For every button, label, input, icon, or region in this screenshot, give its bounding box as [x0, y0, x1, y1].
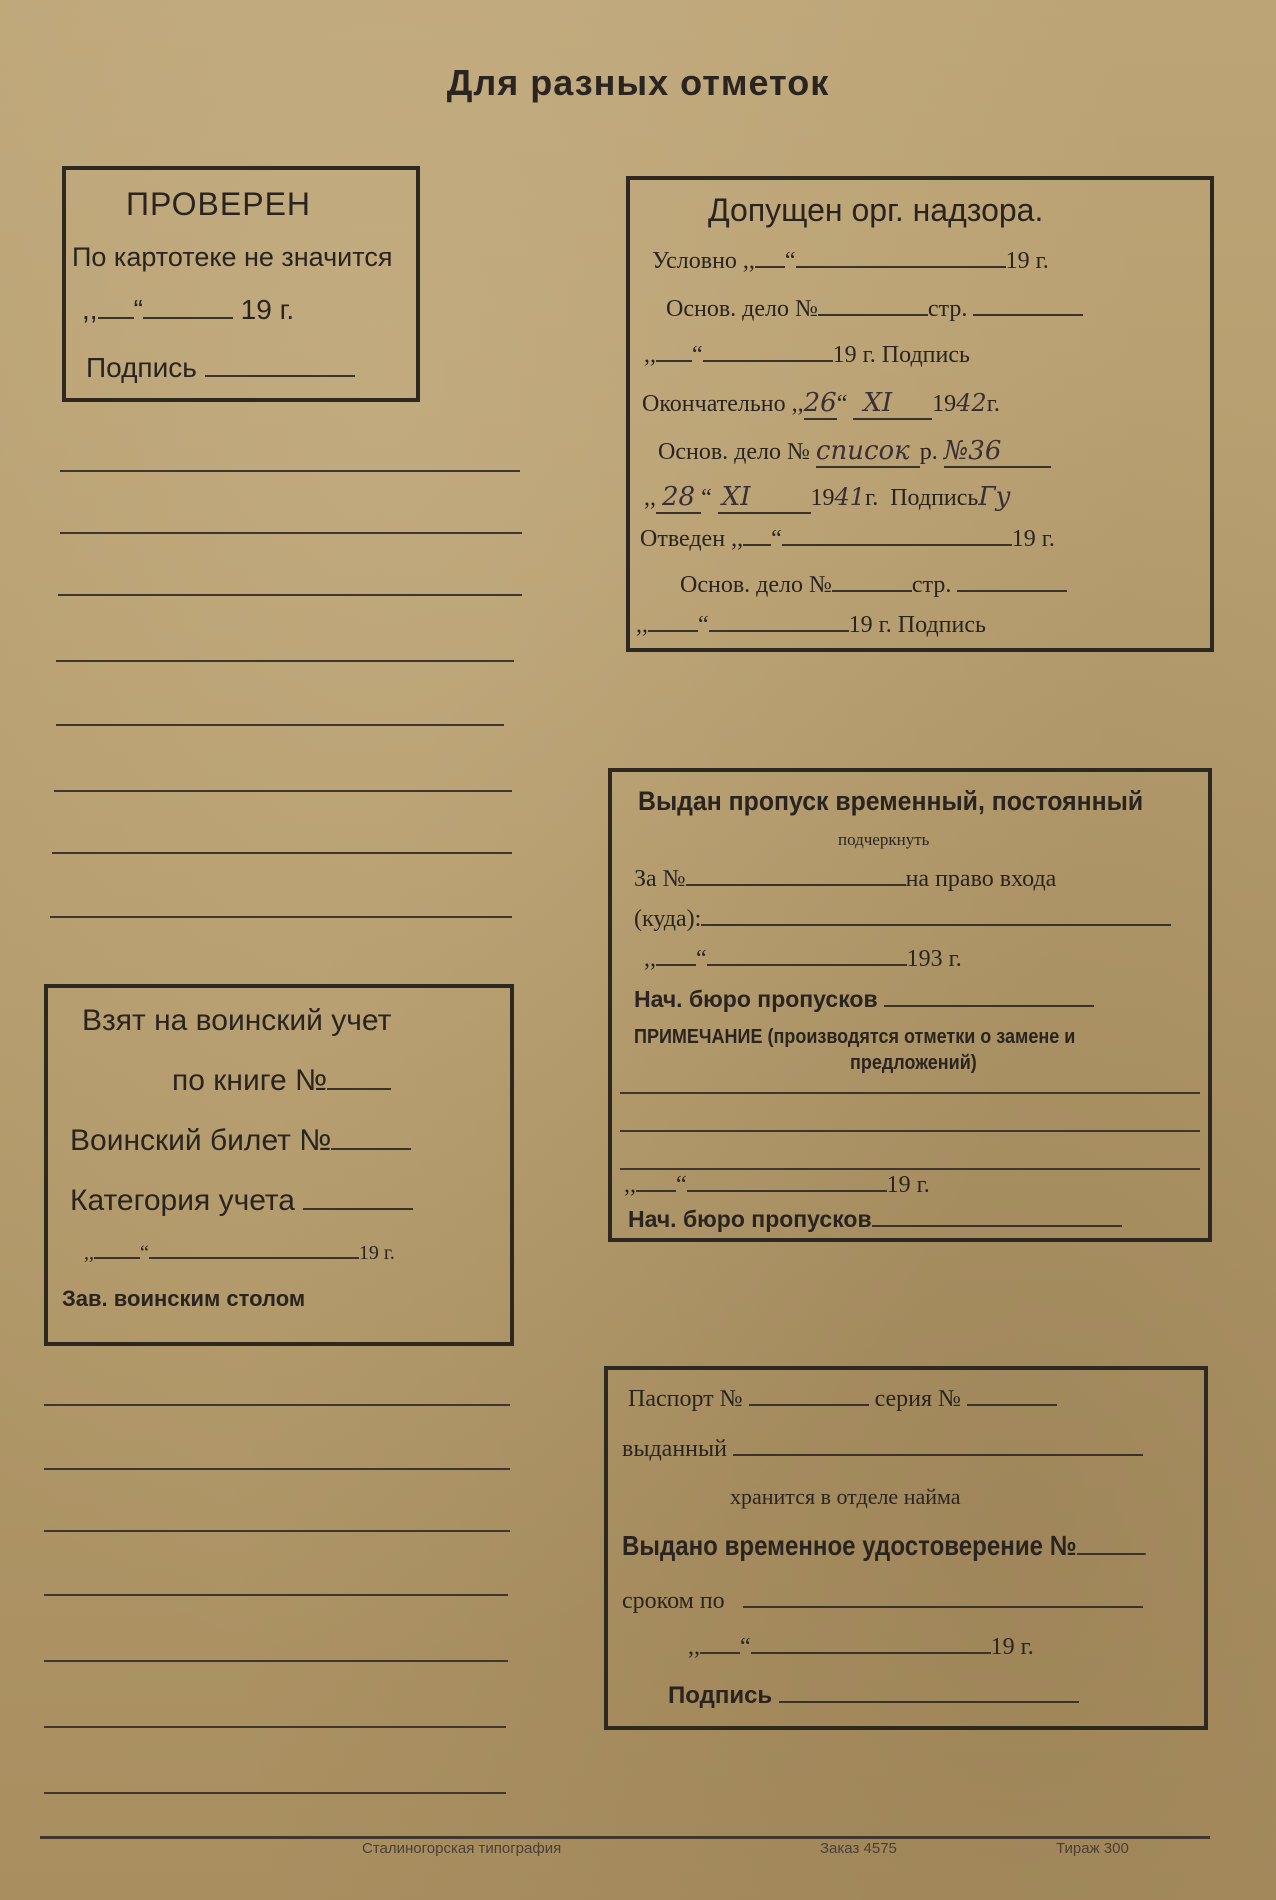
footer-run: Тираж 300	[1056, 1840, 1129, 1857]
checked-line1: По картотеке не значится	[72, 242, 393, 272]
military-book-row	[172, 1064, 391, 1098]
signature-label: Подпись	[86, 352, 197, 383]
supervision-case-row-3	[680, 572, 1067, 599]
page-prefix: р.	[919, 439, 938, 465]
military-desk-head: Зав. воинским столом	[62, 1286, 306, 1311]
quote-open: ,,	[688, 1634, 700, 1660]
ruled-line	[620, 1092, 1200, 1094]
quote-open: ,,	[731, 526, 744, 552]
pass-date-row-2	[624, 1172, 930, 1199]
supervision-case-row-1	[666, 296, 1083, 323]
year-label: 19 г.	[848, 612, 892, 638]
page-title: Для разных отметок	[446, 62, 830, 103]
ruled-line	[52, 852, 512, 854]
ruled-line	[58, 594, 522, 596]
year-suffix: г.	[986, 391, 1000, 417]
signature-label: Подпись	[668, 1682, 773, 1709]
year-suffix: г.	[865, 485, 879, 511]
ruled-line	[44, 1726, 506, 1728]
quote-close: “	[771, 526, 782, 552]
bureau-head-label: Нач. бюро пропусков	[628, 1206, 872, 1232]
quote-close: “	[133, 294, 143, 325]
quote-open: ,,	[791, 391, 804, 417]
ruled-line	[44, 1404, 510, 1406]
term-label: сроком по	[622, 1588, 725, 1614]
supervision-case-row-2	[658, 436, 1051, 466]
supervision-rejected-row	[640, 526, 1055, 553]
ruled-line	[44, 1530, 510, 1532]
case-no-label: Основ. дело №	[680, 572, 832, 598]
passport-row	[628, 1386, 1057, 1413]
quote-close: “	[696, 946, 707, 972]
passport-stamp-box	[604, 1366, 1208, 1730]
pass-heading: Выдан пропуск временный, постоянный	[638, 786, 1144, 816]
year-label: 19 г.	[832, 342, 876, 368]
signature-label: Подпись	[881, 342, 970, 368]
book-no-label: по книге №	[172, 1064, 328, 1097]
quote-open: ,,	[624, 1172, 636, 1198]
where-label: (куда):	[634, 906, 702, 932]
final-label: Окончательно	[642, 391, 786, 417]
checked-heading: ПРОВЕРЕН	[126, 186, 312, 222]
quote-close: “	[836, 391, 848, 417]
case-handwritten: список	[816, 436, 920, 468]
page-label: стр.	[911, 572, 952, 598]
supervision-date-sign-row-1	[644, 342, 970, 369]
note-text-1: (производятся отметки о замене и	[767, 1026, 1076, 1048]
signature-handwritten: Гу	[978, 482, 1011, 512]
ruled-line	[54, 790, 512, 792]
pass-underline-note: подчеркнуть	[838, 830, 930, 849]
final-day-handwritten: 26	[803, 388, 837, 418]
issued-label: выданный	[622, 1436, 727, 1462]
bureau-head-label: Нач. бюро пропусков	[634, 986, 878, 1012]
ruled-line	[44, 1660, 508, 1662]
military-stamp-box	[44, 984, 514, 1346]
rejected-label: Отведен	[640, 526, 726, 552]
quote-close: “	[701, 485, 712, 511]
second-year-handwritten: 41	[834, 483, 866, 511]
second-month-handwritten: XI	[718, 482, 811, 514]
ruled-line	[44, 1792, 506, 1794]
note-label: ПРИМЕЧАНИЕ	[634, 1026, 763, 1048]
year-label: 19 г.	[886, 1172, 930, 1198]
signature-label: Подпись	[897, 612, 986, 638]
pass-for-no-row	[634, 866, 1056, 893]
footer-order: Заказ 4575	[820, 1840, 897, 1857]
quote-open: ,,	[644, 485, 656, 511]
page-handwritten: №36	[944, 436, 1052, 468]
checked-signature-row	[86, 352, 355, 384]
quote-close: “	[692, 342, 703, 368]
year-label: 19 г.	[990, 1634, 1034, 1660]
series-no-label: серия №	[874, 1386, 961, 1412]
checked-date-row	[82, 294, 294, 326]
quote-close: “	[140, 1242, 149, 1264]
pass-where-row	[634, 906, 1171, 933]
quote-open: ,,	[742, 248, 755, 274]
passport-date-row	[688, 1634, 1034, 1661]
case-no-label: Основ. дело №	[658, 439, 810, 465]
passport-issued-row	[622, 1436, 1143, 1463]
quote-close: “	[698, 612, 709, 638]
quote-open: ,,	[636, 612, 648, 638]
supervision-date-sign-row-3	[636, 612, 986, 639]
footer-printer: Сталиногорская типография	[362, 1840, 562, 1857]
page-label: стр.	[927, 296, 968, 322]
ruled-line	[620, 1168, 1200, 1170]
checked-stamp-box	[62, 166, 420, 402]
quote-open: ,,	[644, 946, 656, 972]
supervision-heading: Допущен орг. надзора.	[708, 192, 1044, 228]
year-prefix: 19	[810, 485, 835, 511]
military-id-row	[70, 1124, 411, 1158]
ruled-line	[56, 660, 514, 662]
passport-stored: хранится в отделе найма	[730, 1484, 961, 1509]
passport-signature-row	[668, 1682, 1079, 1710]
quote-open: ,,	[644, 342, 656, 368]
temp-cert-label: Выдано временное удостоверение №	[622, 1530, 1077, 1561]
ruled-line	[60, 532, 522, 534]
year-label: 19 г.	[1011, 526, 1055, 552]
ruled-line	[60, 470, 520, 472]
supervision-stamp-box	[626, 176, 1214, 652]
supervision-final-row	[642, 388, 1000, 418]
supervision-conditional-row	[652, 248, 1049, 275]
military-heading: Взят на воинский учет	[82, 1004, 392, 1037]
quote-close: “	[740, 1634, 751, 1660]
passport-temp-cert-row	[622, 1530, 1145, 1562]
quote-close: “	[784, 248, 796, 274]
year-label: 193 г.	[906, 946, 962, 972]
pass-date-row-1	[644, 946, 962, 973]
right-of-entry-label: на право входа	[905, 866, 1057, 892]
military-category-row	[70, 1184, 413, 1218]
quote-close: “	[676, 1172, 687, 1198]
year-label: 19 г.	[358, 1242, 395, 1264]
year-prefix: 19	[932, 391, 957, 417]
second-day-handwritten: 28	[656, 482, 701, 514]
conditional-label: Условно	[652, 248, 737, 274]
signature-label: Подпись	[890, 485, 979, 511]
supervision-date-sign-row-2	[644, 482, 1011, 512]
ruled-line	[44, 1468, 510, 1470]
ruled-line	[620, 1130, 1200, 1132]
passport-no-label: Паспорт №	[628, 1386, 743, 1412]
case-no-label: Основ. дело №	[666, 296, 818, 322]
pass-bureau-row-1	[634, 986, 1094, 1013]
military-date-row	[84, 1242, 395, 1265]
quote-open: ,,	[84, 1242, 94, 1264]
category-label: Категория учета	[70, 1184, 295, 1217]
year-label: 19 г.	[240, 294, 295, 325]
final-year-handwritten: 42	[956, 389, 987, 417]
passport-term-row	[622, 1588, 1143, 1615]
ruled-line	[50, 916, 512, 918]
pass-bureau-row-2	[628, 1206, 1122, 1233]
pass-note-row-2: предложений)	[850, 1052, 977, 1074]
military-id-label: Воинский билет №	[70, 1124, 332, 1157]
footer-rule	[40, 1836, 1210, 1839]
ruled-line	[44, 1594, 508, 1596]
for-no-label: За №	[634, 866, 686, 892]
final-month-handwritten: XI	[853, 388, 932, 420]
pass-stamp-box	[608, 768, 1212, 1242]
pass-note-row	[634, 1026, 1075, 1049]
quote-open: ,,	[82, 294, 98, 325]
year-label: 19 г.	[1005, 248, 1049, 274]
ruled-line	[56, 724, 504, 726]
